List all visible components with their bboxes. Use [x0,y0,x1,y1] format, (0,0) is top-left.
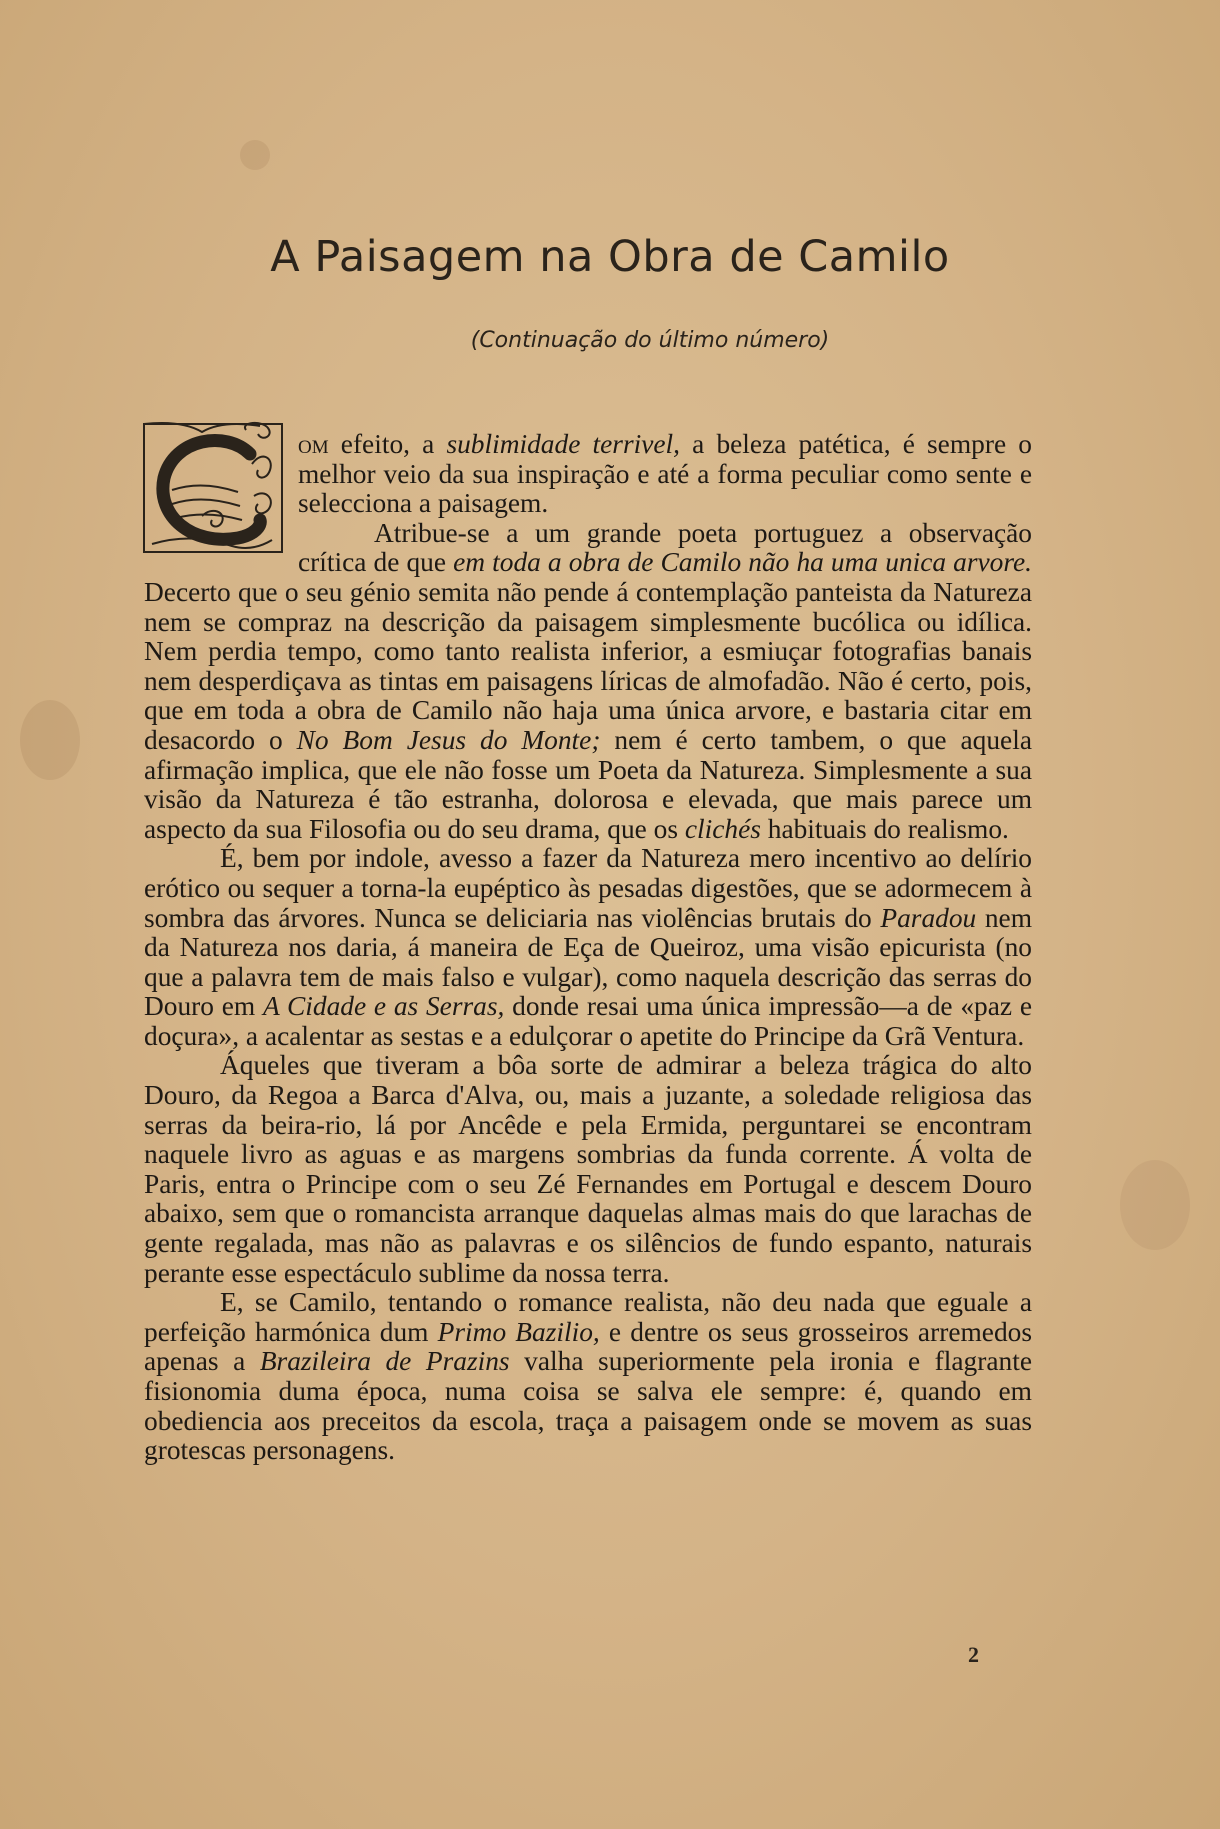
article-body [144,430,1032,1466]
text-run: om [298,429,329,459]
paragraph [144,430,1032,519]
italic-text: A Cidade e as Serras, [263,991,505,1022]
text-run: É, bem por indole, avesso a fazer da Natureza mero incentivo ao delírio erótico ou sequer a torna-la eupéptico às pesadas digestões, que se adormecem à sombra das árvores. Nunca se deliciaria nas violências brutais do [144,843,1032,933]
italic-text: clichés [684,813,761,844]
text-run: Áqueles que tiveram a bôa sorte de admirar a beleza trágica do alto Douro, da Regoa a Barca d'Alva, ou, mais a juzante, a soledade religiosa das serras da beira-rio, lá por Ancêde e pela Ermida, perguntarei se encontram naquele livro as aguas e as margens sombrias da funda corrente. Á volta de Paris, entra o Principe com o seu Zé Fernandes em Portugal e descem Douro abaixo, sem que o romancista arranque daquelas almas mais do que larachas de gente regalada, mas não as palavras e os silêncios de fundo espanto, naturais perante esse espectáculo sublime da nossa terra. [144,1050,1032,1288]
page-number: 2 [968,1642,979,1667]
paragraph [144,519,1032,845]
paper-stain [20,700,80,780]
paragraph [144,844,1032,1051]
paper-stain [240,140,270,170]
italic-text: No Bom Jesus do Monte; [296,724,601,755]
text-run: Atribue-se a um grande poeta portuguez a observação crítica de que [298,517,1032,578]
italic-text: Primo Bazilio, [437,1316,600,1347]
italic-text: sublimidade terrivel, [446,429,680,459]
text-run: donde resai uma única impressão—a de «paz e doçura», a acalentar as sestas e a edulçorar o apetite do Principe da Grã Ventura. [144,991,1032,1051]
text-run: habituais do realismo. [760,813,1009,844]
article-subtitle: (Continuação do último número) [470,328,830,353]
paragraph [144,1288,1032,1466]
text-run: valha superiormente pela ironia e flagrante fisionomia duma época, numa coisa se salva ele sempre: é, quando em obediencia aos preceitos da escola, traça a paisagem onde se movem as suas grotescas personagens. [144,1346,1032,1466]
italic-text: Brazileira de Prazins [259,1346,510,1377]
italic-text: Paradou [880,902,977,933]
italic-text: em toda a obra de Camilo não ha uma unica arvore. [453,547,1032,578]
text-run: E, se Camilo, tentando o romance realista, não deu nada que eguale a perfeição harmónica dum [144,1287,1032,1347]
ornamental-drop-cap-c [142,420,286,556]
paragraph [144,1051,1032,1288]
text-run: nem é certo tambem, o que aquela afirmação implica, que ele não fosse um Poeta da Natureza. Simplesmente a sua visão da Natureza é tão estranha, dolorosa e elevada, que mais parece um aspecto da sua Filosofia ou do seu drama, que os [144,724,1032,844]
text-run: nem da Natureza nos daria, á maneira de Eça de Queiroz, uma visão epicurista (no que a palavra tem de mais falso e vulgar), como naquela descrição das serras do Douro em [144,902,1032,1022]
text-run: e dentre os seus grosseiros arremedos apenas a [144,1316,1032,1377]
text-run: a beleza patética, é sempre o melhor veio da sua inspiração e até a forma peculiar como sente e selecciona a paisagem. [298,429,1032,519]
text-run: efeito, a [328,429,447,459]
article-title: A Paisagem na Obra de Camilo [270,232,950,282]
text-run: Decerto que o seu génio semita não pende á contemplação panteista da Natureza nem se compraz na descrição da paisagem simplesmente bucólica ou idílica. Nem perdia tempo, como tanto realista inferior, a esmiuçar fotografias banais nem desperdiçava as tintas em paisagens líricas de almofadão. Não é certo, pois, que em toda a obra de Camilo não haja uma única arvore, e bastaria citar em desacordo o [144,576,1032,755]
paper-stain [1120,1160,1190,1250]
